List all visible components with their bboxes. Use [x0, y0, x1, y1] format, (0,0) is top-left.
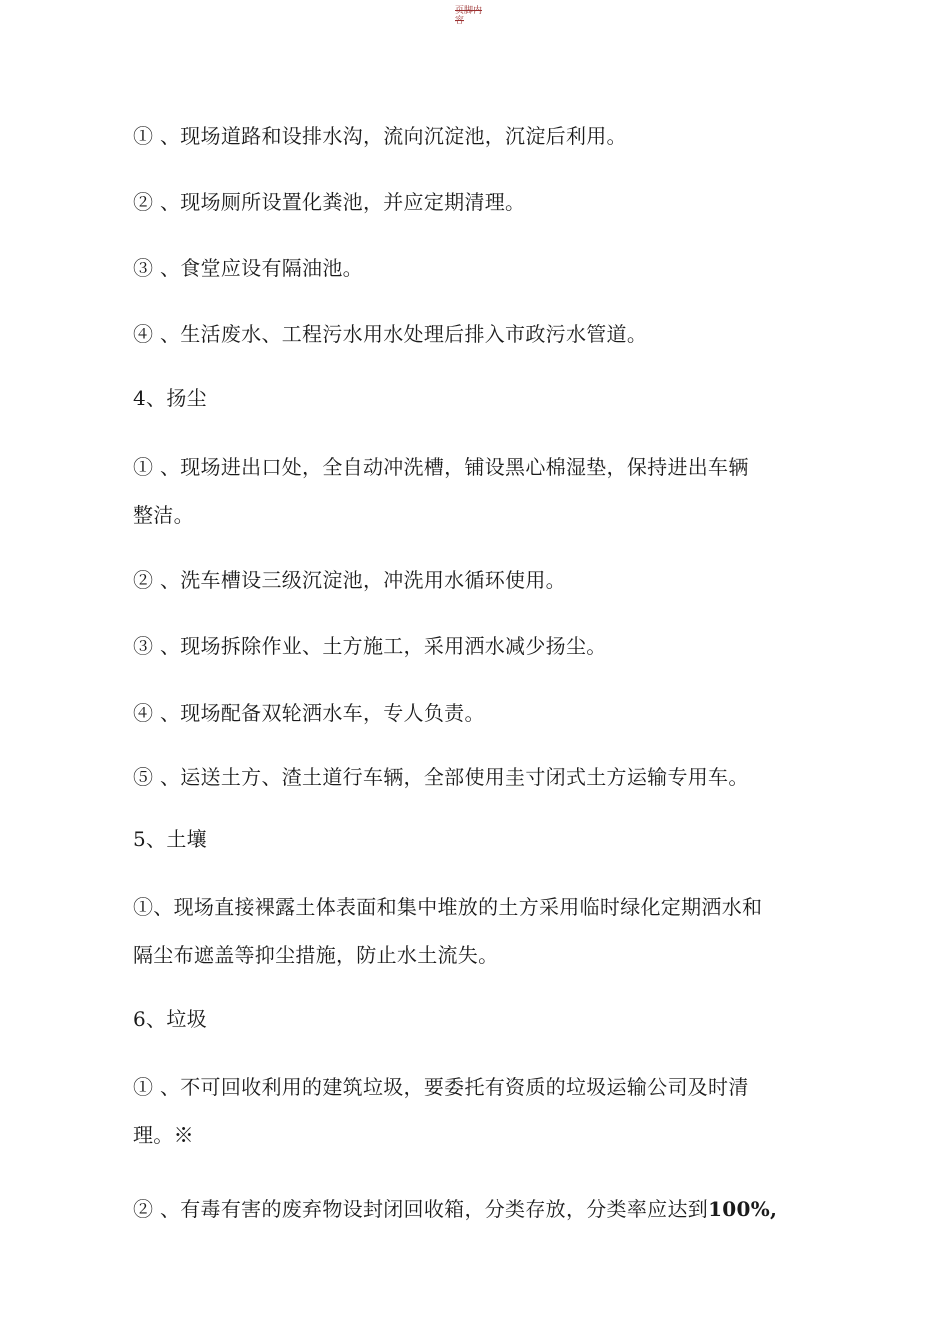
text-line-soil-1-cont: 隔尘布遮盖等抑尘措施，防止水土流失。 [133, 943, 499, 967]
text-line-dust-1: ① 、现场进出口处，全自动冲洗槽，铺设黑心棉湿垫，保持进出车辆 [133, 455, 749, 479]
percentage-value: 100%, [708, 1197, 778, 1221]
text-line-dust-4: ④ 、现场配备双轮洒水车，专人负责。 [133, 701, 485, 725]
text-line-water-1: ① 、现场道路和设排水沟，流向沉淀池，沉淀后利用。 [133, 124, 627, 148]
section-heading-soil: 5、土壤 [133, 827, 207, 851]
text-line-water-3: ③ 、食堂应设有隔油池。 [133, 256, 363, 280]
text-line-garbage-2 [133, 1197, 777, 1221]
section-heading-dust: 4、扬尘 [133, 386, 207, 410]
text-line-garbage-2-main: ② 、有毒有害的废弃物设封闭回收箱，分类存放，分类率应达到 [133, 1197, 709, 1221]
text-line-dust-1-cont: 整洁。 [133, 503, 194, 527]
text-line-dust-3: ③ 、现场拆除作业、土方施工，采用洒水减少扬尘。 [133, 634, 607, 658]
text-line-dust-2: ② 、洗车槽设三级沉淀池，冲洗用水循环使用。 [133, 568, 566, 592]
header-mark: 页脚内容 [455, 6, 483, 26]
text-line-water-4: ④ 、生活废水、工程污水用水处理后排入市政污水管道。 [133, 322, 648, 346]
text-line-dust-5: ⑤ 、运送土方、渣土道行车辆，全部使用圭寸闭式土方运输专用车。 [133, 765, 749, 789]
text-line-garbage-1-cont: 理。※ [133, 1123, 194, 1147]
text-line-garbage-1: ① 、不可回收利用的建筑垃圾，要委托有资质的垃圾运输公司及时清 [133, 1075, 749, 1099]
text-line-water-2: ② 、现场厕所设置化粪池，并应定期清理。 [133, 190, 526, 214]
text-line-soil-1: ①、现场直接裸露土体表面和集中堆放的土方采用临时绿化定期洒水和 [133, 895, 763, 919]
section-heading-garbage: 6、垃圾 [133, 1007, 207, 1031]
